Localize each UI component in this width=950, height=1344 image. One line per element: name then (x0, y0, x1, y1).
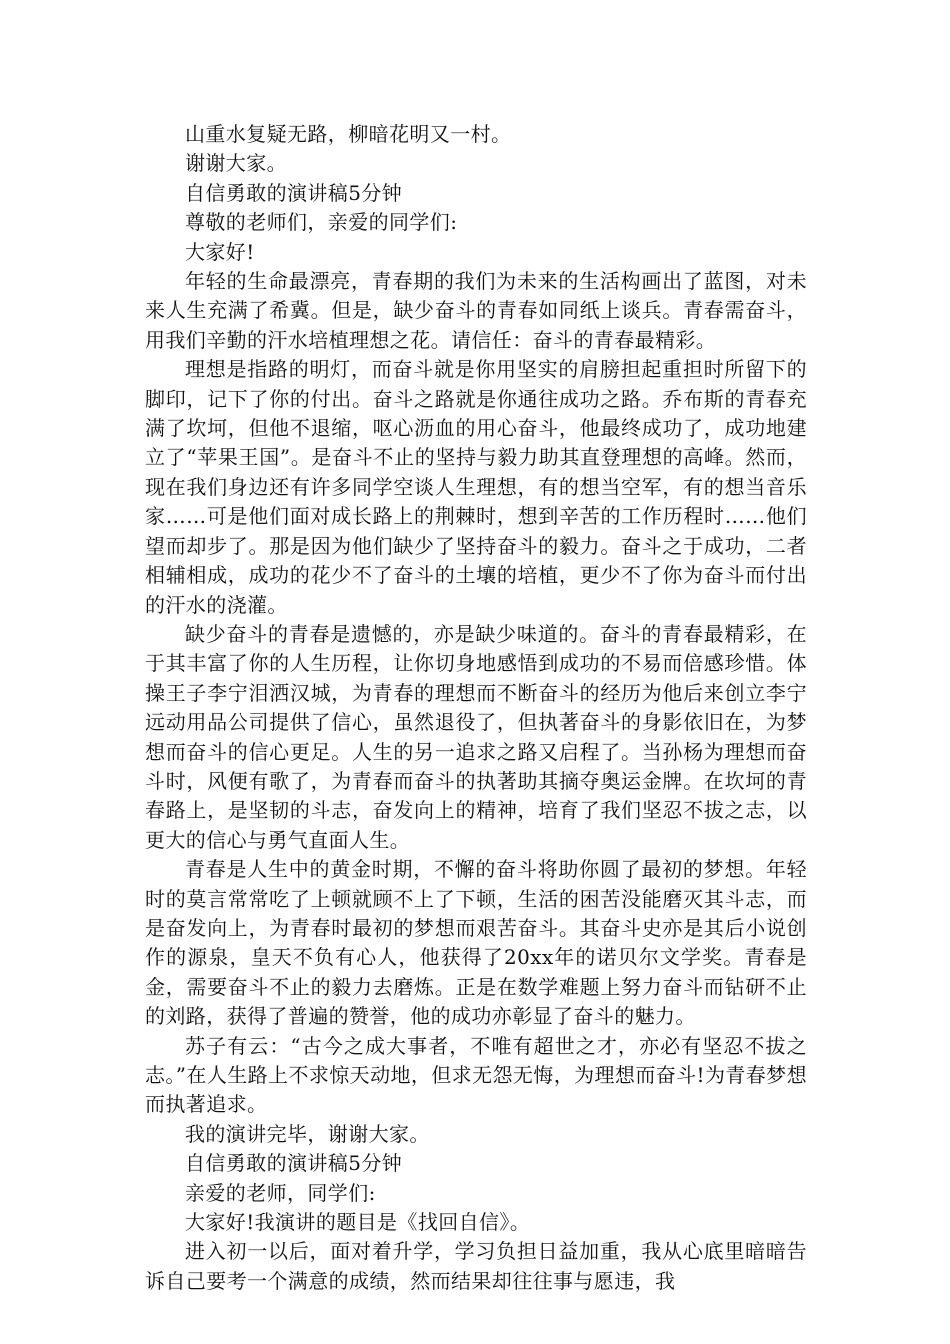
paragraph-poem-line: 山重水复疑无路，柳暗花明又一村。 (185, 122, 512, 146)
speech-title-2: 自信勇敢的演讲稿5分钟 (185, 1151, 403, 1176)
paragraph-ideal-lamp: 理想是指路的明灯，而奋斗就是你用坚实的肩膀担起重担时所留下的脚印，记下了你的付出。奋斗之路就是你通往成功之路。乔布斯的青春充满了坎坷，但他不退缩，呕心沥血的用心奋斗，他最终成功了，成功地建立了“苹果王国”。是奋斗不止的坚持与毅力助其直登理想的高峰。然而，现在我们身边还有许多同学空谈人生理想，有的想当空军，有的想当音乐家……可是他们面对成长路上的荆棘时，想到辛苦的工作历程时……他们望而却步了。那是因为他们缺少了坚持奋斗的毅力。奋斗之于成功，二者相辅相成，成功的花少不了奋斗的土壤的培植，更少不了你为奋斗而付出的汗水的浇灌。 (145, 357, 807, 617)
paragraph-thanks: 谢谢大家。 (185, 151, 287, 176)
paragraph-golden-period: 青春是人生中的黄金时期，不懈的奋斗将助你圆了最初的梦想。年轻时的莫言常常吃了上顿就顾不上了下顿，生活的困苦没能磨灭其斗志，而是奋发向上，为青春时最初的梦想而艰苦奋斗。其奋斗史亦是其后小说创作的源泉，皇天不负有心人，他获得了20xx年的诺贝尔文学奖。青春是金，需要奋斗不止的毅力去磨炼。正是在数学难题上努力奋斗而钻研不止的刘路，获得了普遍的赞誉，他的成功亦彰显了奋斗的魅力。 (145, 857, 807, 1029)
paragraph-junior-high: 进入初一以后，面对着升学，学习负担日益加重，我从心底里暗暗告诉自己要考一个满意的成绩，然而结果却往往事与愿违，我 (145, 1239, 807, 1293)
greeting-2: 大家好!我演讲的题目是《找回自信》。 (185, 1210, 531, 1235)
paragraph-youth-intro: 年轻的生命最漂亮，青春期的我们为未来的生活构画出了蓝图，对未来人生充满了希冀。但是，缺少奋斗的青春如同纸上谈兵。青春需奋斗，用我们辛勤的汗水培植理想之花。请信任：奋斗的青春最精彩。 (145, 269, 807, 352)
paragraph-closing: 我的演讲完毕，谢谢大家。 (185, 1121, 430, 1146)
greeting-1: 大家好! (185, 239, 255, 264)
paragraph-quote: 苏子有云：“古今之成大事者，不唯有超世之才，亦必有坚忍不拔之志。”在人生路上不求惊天动地，但求无怨无悔，为理想而奋斗!为青春梦想而执著追求。 (145, 1033, 807, 1117)
salutation-2: 亲爱的老师，同学们: (185, 1180, 376, 1205)
document-page (145, 120, 807, 1296)
paragraph-regret: 缺少奋斗的青春是遗憾的，亦是缺少味道的。奋斗的青春最精彩，在于其丰富了你的人生历程，让你切身地感悟到成功的不易而倍感珍惜。体操王子李宁泪洒汉城，为青春的理想而不断奋斗的经历为他后来创立李宁远动用品公司提供了信心，虽然退役了，但执著奋斗的身影依旧在，为梦想而奋斗的信心更足。人生的另一追求之路又启程了。当孙杨为理想而奋斗时，风便有歌了，为青春而奋斗的执著助其摘夺奥运金牌。在坎坷的青春路上，是坚韧的斗志，奋发向上的精神，培育了我们坚忍不拔之志，以更大的信心与勇气直面人生。 (145, 621, 807, 852)
salutation-1: 尊敬的老师们，亲爱的同学们: (185, 210, 458, 235)
speech-title-1: 自信勇敢的演讲稿5分钟 (185, 180, 403, 205)
